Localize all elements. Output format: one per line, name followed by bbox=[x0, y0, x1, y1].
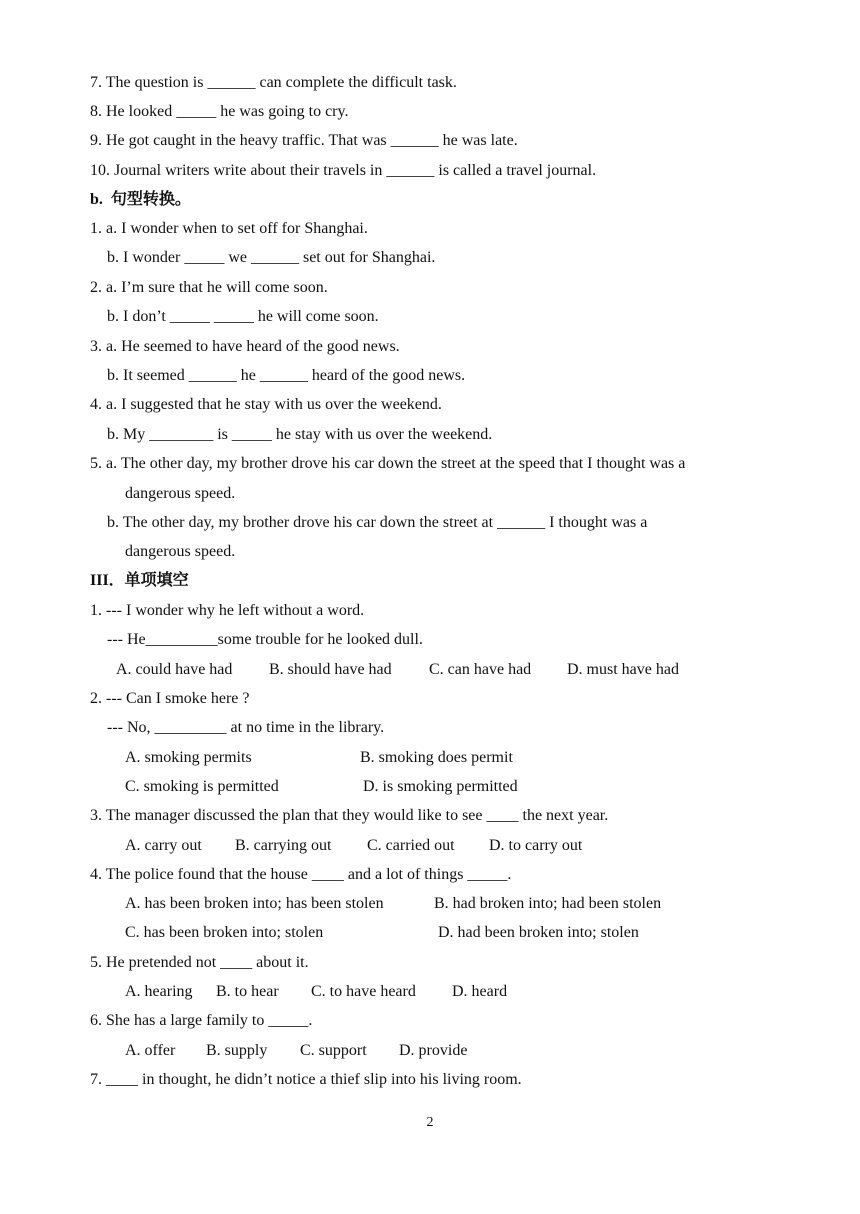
question-stem: 4. The police found that the house ____ and a lot of things _____. bbox=[90, 866, 512, 883]
question-stem: 3. The manager discussed the plan that they would like to see ____ the next year. bbox=[90, 807, 609, 824]
answer-option: D. is smoking permitted bbox=[363, 778, 518, 795]
answer-option: C. carried out bbox=[367, 837, 455, 854]
transform-item-a: 4. a. I suggested that he stay with us over the weekend. bbox=[90, 396, 442, 413]
answer-option: D. had been broken into; stolen bbox=[438, 924, 639, 941]
question-stem: 6. She has a large family to _____. bbox=[90, 1012, 313, 1029]
transform-item-b-continued: dangerous speed. bbox=[125, 543, 236, 560]
question-stem: 2. --- Can I smoke here ? bbox=[90, 690, 250, 707]
question-stem: 1. --- I wonder why he left without a word. bbox=[90, 602, 365, 619]
question-stem: --- No, _________ at no time in the library. bbox=[107, 719, 385, 736]
answer-option: A. could have had bbox=[116, 661, 233, 678]
transform-item-a: 2. a. I’m sure that he will come soon. bbox=[90, 279, 328, 296]
page-number: 2 bbox=[426, 1115, 434, 1130]
question-stem: 5. He pretended not ____ about it. bbox=[90, 954, 309, 971]
answer-option: D. provide bbox=[399, 1042, 468, 1059]
answer-option: A. smoking permits bbox=[125, 749, 252, 766]
answer-option: A. hearing bbox=[125, 983, 193, 1000]
section-heading: III．单项填空 bbox=[90, 572, 189, 589]
question-line: 10. Journal writers write about their travels in ______ is called a travel journal. bbox=[90, 162, 597, 179]
answer-option: D. must have had bbox=[567, 661, 679, 678]
transform-item-b: b. It seemed ______ he ______ heard of the good news. bbox=[107, 367, 466, 384]
answer-option: B. should have had bbox=[269, 661, 392, 678]
answer-option: B. carrying out bbox=[235, 837, 332, 854]
answer-option: B. to hear bbox=[216, 983, 279, 1000]
answer-option: C. smoking is permitted bbox=[125, 778, 279, 795]
question-line: 9. He got caught in the heavy traffic. That was ______ he was late. bbox=[90, 132, 518, 149]
transform-item-a-continued: dangerous speed. bbox=[125, 485, 236, 502]
transform-item-a: 5. a. The other day, my brother drove his car down the street at the speed that I thought was a bbox=[90, 455, 686, 472]
question-stem: 7. ____ in thought, he didn’t notice a thief slip into his living room. bbox=[90, 1071, 522, 1088]
transform-item-b: b. I wonder _____ we ______ set out for Shanghai. bbox=[107, 249, 436, 266]
answer-option: C. has been broken into; stolen bbox=[125, 924, 324, 941]
answer-option: A. offer bbox=[125, 1042, 176, 1059]
answer-option: B. had broken into; had been stolen bbox=[434, 895, 662, 912]
question-line: 7. The question is ______ can complete the difficult task. bbox=[90, 74, 457, 91]
question-stem: --- He_________some trouble for he looked dull. bbox=[107, 631, 423, 648]
answer-option: C. to have heard bbox=[311, 983, 416, 1000]
transform-item-b: b. The other day, my brother drove his car down the street at ______ I thought was a bbox=[107, 514, 648, 531]
answer-option: D. heard bbox=[452, 983, 508, 1000]
answer-option: C. can have had bbox=[429, 661, 532, 678]
answer-option: A. has been broken into; has been stolen bbox=[125, 895, 384, 912]
question-line: 8. He looked _____ he was going to cry. bbox=[90, 103, 349, 120]
answer-option: A. carry out bbox=[125, 837, 202, 854]
section-heading: b. 句型转换。 bbox=[90, 191, 191, 208]
transform-item-a: 3. a. He seemed to have heard of the good news. bbox=[90, 338, 400, 355]
transform-item-a: 1. a. I wonder when to set off for Shanghai. bbox=[90, 220, 368, 237]
answer-option: B. smoking does permit bbox=[360, 749, 513, 766]
answer-option: D. to carry out bbox=[489, 837, 583, 854]
transform-item-b: b. My ________ is _____ he stay with us over the weekend. bbox=[107, 426, 493, 443]
answer-option: B. supply bbox=[206, 1042, 268, 1059]
answer-option: C. support bbox=[300, 1042, 367, 1059]
transform-item-b: b. I don’t _____ _____ he will come soon. bbox=[107, 308, 379, 325]
